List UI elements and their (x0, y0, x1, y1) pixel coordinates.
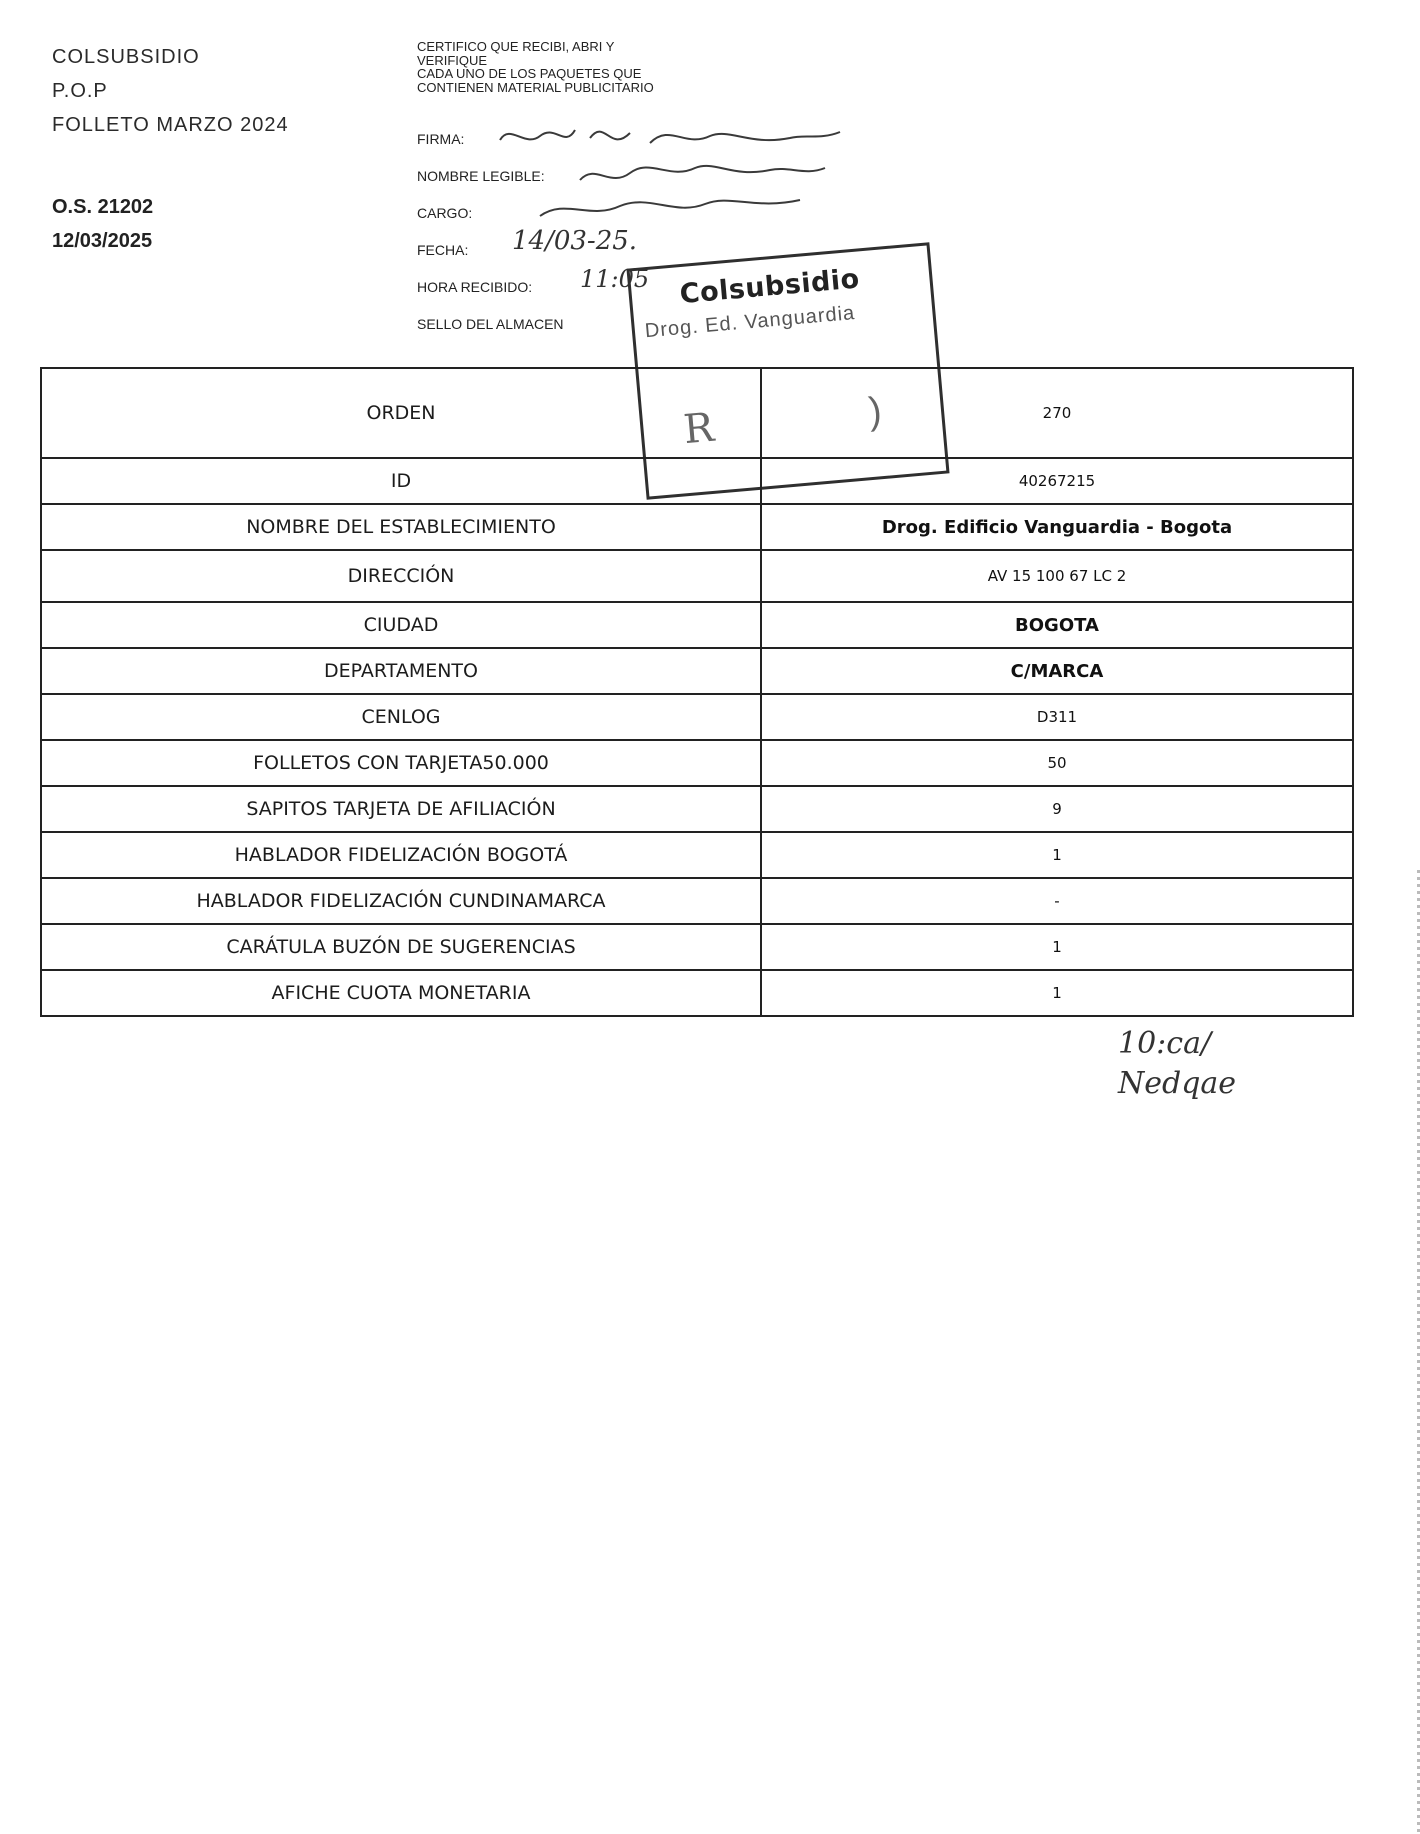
row-value: BOGOTA (761, 602, 1353, 648)
handwritten-time: 11:05 (580, 265, 650, 293)
row-label: FOLLETOS CON TARJETA50.000 (41, 740, 761, 786)
table-row (41, 924, 1353, 970)
cert-line-3: CADA UNO DE LOS PAQUETES QUE (417, 66, 642, 81)
row-value: - (761, 878, 1353, 924)
row-value: 1 (761, 832, 1353, 878)
table-row (41, 648, 1353, 694)
row-label: SAPITOS TARJETA DE AFILIACIÓN (41, 786, 761, 832)
table-row (41, 458, 1353, 504)
table-row (41, 970, 1353, 1016)
firma-label: FIRMA: (417, 131, 465, 147)
row-label: CIUDAD (41, 602, 761, 648)
table-row (41, 786, 1353, 832)
row-label: CENLOG (41, 694, 761, 740)
row-value: 9 (761, 786, 1353, 832)
table-row (41, 602, 1353, 648)
company-name: COLSUBSIDIO (52, 46, 200, 68)
row-value: Drog. Edificio Vanguardia - Bogota (761, 504, 1353, 550)
table-row (41, 740, 1353, 786)
row-value: AV 15 100 67 LC 2 (761, 550, 1353, 602)
sello-label: SELLO DEL ALMACEN (417, 316, 564, 332)
row-label: NOMBRE DEL ESTABLECIMIENTO (41, 504, 761, 550)
hora-label: HORA RECIBIDO: (417, 279, 533, 295)
row-value: 50 (761, 740, 1353, 786)
cargo-label: CARGO: (417, 205, 473, 221)
row-label: HABLADOR FIDELIZACIÓN BOGOTÁ (41, 832, 761, 878)
table-row (41, 832, 1353, 878)
nombre-label: NOMBRE LEGIBLE: (417, 168, 545, 184)
stamp-store-name: Drog. Ed. Vanguardia (644, 301, 857, 343)
row-label: HABLADOR FIDELIZACIÓN CUNDINAMARCA (41, 878, 761, 924)
table-row (41, 694, 1353, 740)
table-row (41, 504, 1353, 550)
row-value: 1 (761, 970, 1353, 1016)
company-header (52, 40, 289, 142)
row-value: 270 (761, 368, 1353, 458)
handwritten-date: 14/03-25. (512, 226, 638, 256)
stamp-circle-mark: ) (867, 390, 884, 434)
row-value: C/MARCA (761, 648, 1353, 694)
cert-line-4: CONTIENEN MATERIAL PUBLICITARIO (417, 79, 654, 95)
row-label: ORDEN (41, 368, 761, 458)
signature-scribble (470, 118, 870, 228)
row-label: DIRECCIÓN (41, 550, 761, 602)
stamp-initial: R (681, 404, 716, 454)
order-service-number: O.S. 21202 (52, 196, 154, 218)
note-line-1: 10:ca/ (1118, 1026, 1212, 1061)
row-value: 40267215 (761, 458, 1353, 504)
row-value: 1 (761, 924, 1353, 970)
table-row (41, 550, 1353, 602)
cert-line-2: VERIFIQUE (417, 52, 488, 68)
stamp-brand: Colsubsidio (678, 263, 861, 311)
certification-text (417, 40, 747, 94)
note-line-2: Nedqae (1118, 1066, 1237, 1101)
row-value: D311 (761, 694, 1353, 740)
handwritten-note (1118, 1024, 1236, 1104)
order-service-block (52, 190, 153, 258)
folleto-title: FOLLETO MARZO 2024 (52, 114, 289, 136)
order-service-date: 12/03/2025 (52, 230, 153, 252)
pop-label: P.O.P (52, 80, 108, 102)
cert-line-1: CERTIFICO QUE RECIBI, ABRI Y (417, 39, 615, 54)
fecha-label: FECHA: (417, 242, 469, 258)
row-label: DEPARTAMENTO (41, 648, 761, 694)
delivery-table (40, 367, 1354, 1017)
row-label: ID (41, 458, 761, 504)
table-row (41, 878, 1353, 924)
table-row (41, 368, 1353, 458)
row-label: AFICHE CUOTA MONETARIA (41, 970, 761, 1016)
row-label: CARÁTULA BUZÓN DE SUGERENCIAS (41, 924, 761, 970)
